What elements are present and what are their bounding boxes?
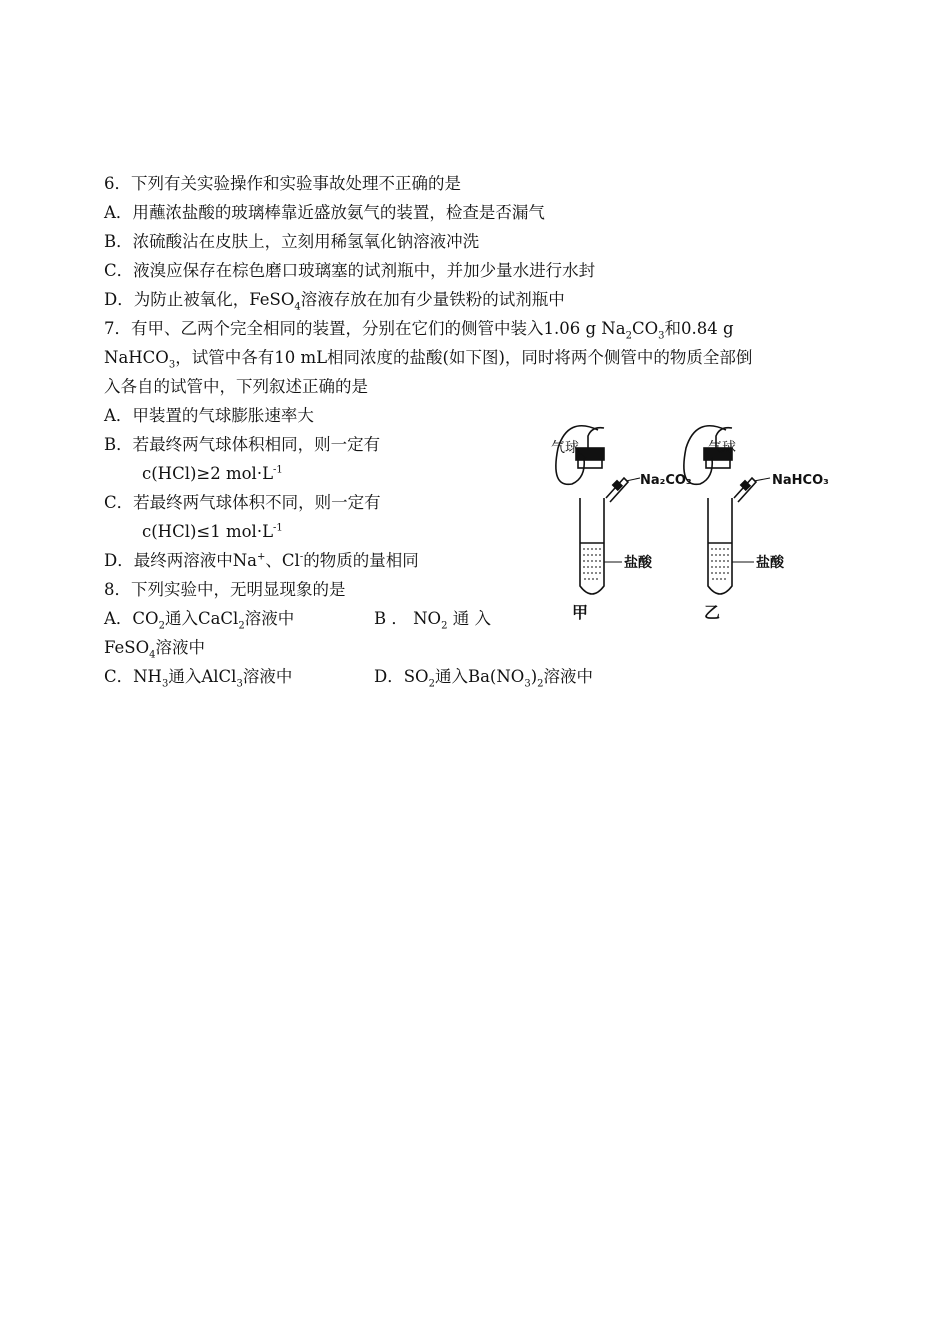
- test-tube-right: [708, 498, 732, 594]
- acid-label-right: 盐酸: [756, 555, 784, 571]
- q8-option-d: D．$SO_2$通入$Ba(NO_3)_2$溶液中: [374, 667, 593, 690]
- q6-stem: 6．下列有关实验操作和实验事故处理不正确的是: [104, 174, 461, 193]
- q8-option-b-cont: FeSO$_4$溶液中: [104, 638, 206, 661]
- balloon-label-left: 气球: [551, 440, 579, 456]
- q7-option-c-condition: c(HCl)≤1 $mol\cdot L^{-1}$: [142, 522, 283, 541]
- q7-option-b: B．若最终两气球体积相同，则一定有: [104, 435, 381, 454]
- q8-option-b: B ． $NO_2$ 通 入: [374, 609, 491, 632]
- q7-option-d: D．最终两溶液中Na+、Cl-的物质的量相同: [104, 551, 419, 570]
- caption-right: 乙: [704, 603, 721, 622]
- salt-label-left: Na₂CO₃: [640, 473, 692, 488]
- q6-option-b: B．浓硫酸沾在皮肤上，立刻用稀氢氧化钠溶液冲洗: [104, 232, 480, 251]
- salt-label-right: NaHCO₃: [772, 473, 829, 488]
- apparatus-figure: [548, 418, 848, 633]
- q8-stem: 8．下列实验中，无明显现象的是: [104, 580, 346, 599]
- q7-option-b-condition: c(HCl)≥2 $mol\cdot L^{-1}$: [142, 464, 283, 483]
- test-tube-left: [580, 498, 604, 594]
- q6-option-d: D．为防止被氧化，FeSO$_4$溶液存放在加有少量铁粉的试剂瓶中: [104, 290, 565, 313]
- caption-left: 甲: [572, 603, 589, 622]
- q7-option-a: A．甲装置的气球膨胀速率大: [104, 406, 314, 425]
- q8-option-a: A．$CO_2$通入CaCl$_2$溶液中: [104, 609, 295, 632]
- acid-label-left: 盐酸: [624, 555, 652, 571]
- balloon-label-right: 气球: [708, 440, 736, 456]
- q7-stem-line1: 7．有甲、乙两个完全相同的装置，分别在它们的侧管中装入1.06 g $Na_2CO_3$和0.84 g: [104, 319, 734, 342]
- q7-stem-line3: 入各自的试管中，下列叙述正确的是: [104, 377, 368, 396]
- q6-option-c: C．液溴应保存在棕色磨口玻璃塞的试剂瓶中，并加少量水进行水封: [104, 261, 596, 280]
- q7-stem-line2: NaHCO$_3$，试管中各有10 mL相同浓度的盐酸(如下图)，同时将两个侧管中的物质全部倒: [104, 348, 753, 371]
- q6-option-a: A．用蘸浓盐酸的玻璃棒靠近盛放氨气的装置，检查是否漏气: [104, 203, 545, 222]
- q8-option-c: C．$NH_3$通入AlCl$_3$溶液中: [104, 667, 293, 690]
- q7-option-c: C．若最终两气球体积不同，则一定有: [104, 493, 381, 512]
